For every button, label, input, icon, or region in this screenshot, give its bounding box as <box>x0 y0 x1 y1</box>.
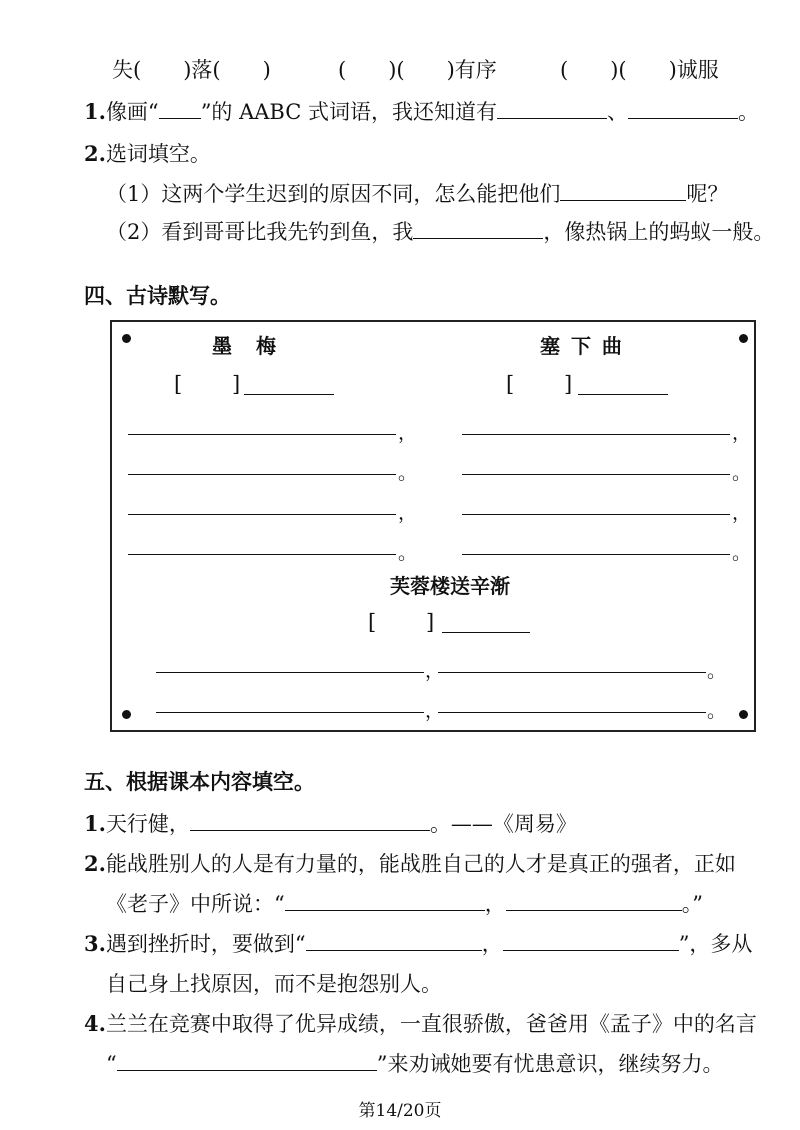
author-blank[interactable] <box>578 394 668 395</box>
verse-blank[interactable] <box>438 712 706 713</box>
bracket-open: [ <box>174 372 183 396</box>
page-number: 第14/20页 <box>358 1101 442 1121</box>
question-number: 1. <box>84 811 106 836</box>
author-blank[interactable] <box>244 394 334 395</box>
verse-blank[interactable] <box>128 514 396 515</box>
question-text: 天行健， <box>105 812 190 836</box>
question-text: 能战胜别人的人是有力量的，能战胜自己的人才是真正的强者，正如 <box>105 852 736 876</box>
answer-blank[interactable] <box>560 180 686 201</box>
section-5-question-3-line-2: 自己身上找原因，而不是抱怨别人。 <box>106 972 442 996</box>
punctuation: ， <box>732 502 752 524</box>
punctuation: 。 <box>398 462 418 484</box>
question-number: 4. <box>84 1011 106 1036</box>
answer-blank[interactable] <box>190 810 430 831</box>
verse-blank[interactable] <box>156 672 424 673</box>
verse-blank[interactable] <box>128 434 396 435</box>
punctuation: ， <box>398 502 418 524</box>
bracket-open: [ <box>368 610 377 634</box>
poem-title-furonglou: 芙蓉楼送辛渐 <box>390 574 510 598</box>
answer-blank[interactable] <box>506 890 682 911</box>
verse-blank[interactable] <box>438 672 706 673</box>
punctuation: 。 <box>738 100 759 124</box>
corner-dot <box>122 710 131 719</box>
section-4-title: 四、古诗默写。 <box>84 284 231 308</box>
punctuation: ， <box>425 700 445 722</box>
answer-blank[interactable] <box>285 890 485 911</box>
question-number: 2. <box>84 141 106 166</box>
question-text: ”，多从 <box>678 932 753 956</box>
corner-dot <box>739 710 748 719</box>
question-text: 兰兰在竞赛中取得了优异成绩，一直很骄傲，爸爸用《孟子》中的名言 <box>105 1012 757 1036</box>
top-row-item-1: 失( )落( ) <box>112 58 271 82</box>
question-number: 3. <box>84 931 106 956</box>
bracket-close: ] <box>426 610 435 634</box>
question-number: 1. <box>84 99 106 124</box>
section-5-question-2-line-2 <box>106 890 703 918</box>
question-2-1 <box>106 180 728 208</box>
poem-title-mo-mei: 墨 梅 <box>212 334 278 358</box>
question-text: 《老子》中所说：“ <box>106 892 285 916</box>
section-5-question-4 <box>84 1010 757 1038</box>
top-row-item-3: ( )( )诚服 <box>560 58 719 82</box>
section-5-question-2 <box>84 850 736 878</box>
punctuation: 。 <box>398 542 418 564</box>
bracket-close: ] <box>232 372 241 396</box>
answer-blank[interactable] <box>117 1050 377 1071</box>
verse-blank[interactable] <box>462 434 730 435</box>
question-text: 选词填空。 <box>105 142 211 166</box>
question-1 <box>84 98 759 126</box>
question-text: 呢？ <box>686 182 729 206</box>
punctuation: ， <box>398 422 418 444</box>
verse-blank[interactable] <box>128 474 396 475</box>
section-5-question-3 <box>84 930 752 958</box>
answer-blank[interactable] <box>306 930 482 951</box>
punctuation: 。 <box>732 542 752 564</box>
punctuation: “ <box>106 1052 117 1076</box>
top-row-item-2: ( )( )有序 <box>338 58 497 82</box>
punctuation: ， <box>484 892 506 916</box>
punctuation: ， <box>732 422 752 444</box>
corner-dot <box>122 334 131 343</box>
corner-dot <box>739 334 748 343</box>
question-text: （2）看到哥哥比我先钓到鱼，我 <box>106 220 414 244</box>
punctuation: ， <box>425 660 445 682</box>
question-2-2 <box>106 218 774 246</box>
punctuation: ， <box>481 932 503 956</box>
section-5-question-1 <box>84 810 577 838</box>
verse-blank[interactable] <box>462 554 730 555</box>
punctuation: 。 <box>707 660 727 682</box>
verse-blank[interactable] <box>128 554 396 555</box>
answer-blank[interactable] <box>628 98 738 119</box>
answer-blank[interactable] <box>413 218 543 239</box>
bracket-open: [ <box>506 372 515 396</box>
answer-blank[interactable] <box>497 98 607 119</box>
section-5-title: 五、根据课本内容填空。 <box>84 770 315 794</box>
punctuation: 。” <box>681 892 703 916</box>
question-text: ”来劝诫她要有忧患意识，继续努力。 <box>376 1052 724 1076</box>
question-text: 。——《周易》 <box>429 812 577 836</box>
question-2 <box>84 140 211 168</box>
question-number: 2. <box>84 851 106 876</box>
poem-title-sai-xia-qu: 塞 下 曲 <box>540 334 624 358</box>
bracket-close: ] <box>564 372 573 396</box>
answer-blank[interactable] <box>159 98 201 119</box>
question-text: （1）这两个学生迟到的原因不同，怎么能把他们 <box>106 182 561 206</box>
question-text: ，像热锅上的蚂蚁一般。 <box>543 220 775 244</box>
punctuation: 。 <box>707 700 727 722</box>
answer-blank[interactable] <box>503 930 679 951</box>
punctuation: 。 <box>732 462 752 484</box>
question-text: ”的 AABC 式词语，我还知道有 <box>200 100 497 124</box>
poem-box <box>110 320 756 732</box>
verse-blank[interactable] <box>462 514 730 515</box>
question-text: 遇到挫折时，要做到“ <box>105 932 306 956</box>
verse-blank[interactable] <box>462 474 730 475</box>
separator: 、 <box>607 100 628 124</box>
verse-blank[interactable] <box>156 712 424 713</box>
author-blank[interactable] <box>442 632 530 633</box>
question-text: 像画“ <box>105 100 159 124</box>
section-5-question-4-line-2 <box>106 1050 723 1078</box>
